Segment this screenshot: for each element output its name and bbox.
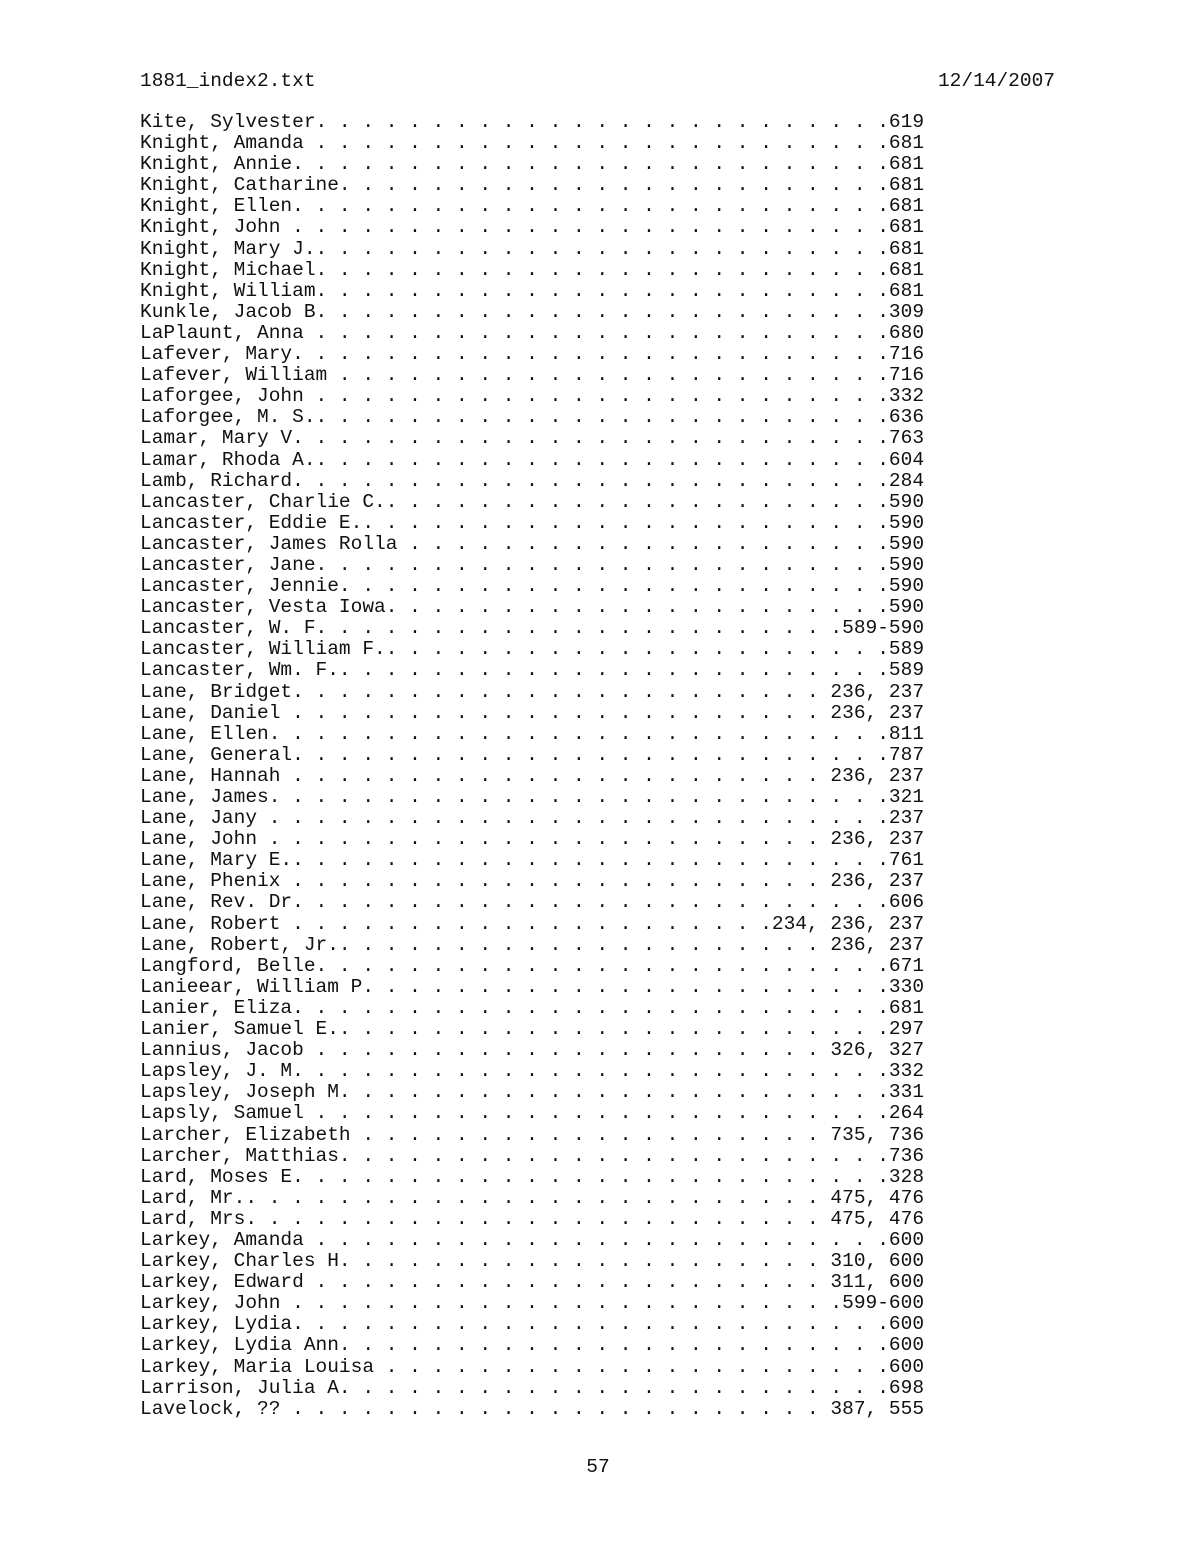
index-entry: Lanier, Samuel E.. . . . . . . . . . . . . . . . . . . . . . . .297 xyxy=(140,1018,925,1041)
index-entry: Knight, William. . . . . . . . . . . . . . . . . . . . . . . . .681 xyxy=(140,279,925,302)
index-entry: Lancaster, Charlie C.. . . . . . . . . . . . . . . . . . . . . .590 xyxy=(140,490,925,513)
index-entry: Lamar, Mary V. . . . . . . . . . . . . . . . . . . . . . . . . .763 xyxy=(140,427,925,450)
index-entry: Lane, General. . . . . . . . . . . . . . . . . . . . . . . . . .787 xyxy=(140,743,925,766)
index-entry: Knight, Michael. . . . . . . . . . . . . . . . . . . . . . . . .681 xyxy=(140,258,925,281)
index-entry: Larkey, Lydia Ann. . . . . . . . . . . . . . . . . . . . . . . .600 xyxy=(140,1334,925,1357)
index-entry: Lancaster, Eddie E.. . . . . . . . . . . . . . . . . . . . . . .590 xyxy=(140,511,925,534)
index-entry: Knight, Amanda . . . . . . . . . . . . . . . . . . . . . . . . .681 xyxy=(140,132,925,155)
index-entry: Kite, Sylvester. . . . . . . . . . . . . . . . . . . . . . . . .619 xyxy=(140,111,925,133)
index-entry: Larkey, Charles H. . . . . . . . . . . . . . . . . . . . . 310, 600 xyxy=(140,1250,925,1273)
index-entry: Lancaster, Wm. F.. . . . . . . . . . . . . . . . . . . . . . . .589 xyxy=(140,659,925,682)
index-entry: Lane, Bridget. . . . . . . . . . . . . . . . . . . . . . . 236, 237 xyxy=(140,680,925,703)
index-entry: Lancaster, James Rolla . . . . . . . . . . . . . . . . . . . . .590 xyxy=(140,532,925,555)
index-entry: Lane, James. . . . . . . . . . . . . . . . . . . . . . . . . . .321 xyxy=(140,786,925,808)
index-entry: Langford, Belle. . . . . . . . . . . . . . . . . . . . . . . . .671 xyxy=(140,954,925,977)
index-entry: Lapsly, Samuel . . . . . . . . . . . . . . . . . . . . . . . . .264 xyxy=(140,1102,925,1125)
page-number: 57 xyxy=(586,1456,610,1478)
index-entry: Lane, Jany . . . . . . . . . . . . . . . . . . . . . . . . . . .237 xyxy=(140,807,925,830)
index-entry: Larrison, Julia A. . . . . . . . . . . . . . . . . . . . . . . .698 xyxy=(140,1376,925,1399)
index-entry: Lane, Robert . . . . . . . . . . . . . . . . . . . . .234, 236, 237 xyxy=(140,912,925,935)
index-entry: Laforgee, M. S.. . . . . . . . . . . . . . . . . . . . . . . . .636 xyxy=(140,406,925,429)
index-entry: Lafever, Mary. . . . . . . . . . . . . . . . . . . . . . . . . .716 xyxy=(140,343,925,366)
index-entry: Knight, Annie. . . . . . . . . . . . . . . . . . . . . . . . . .681 xyxy=(140,153,925,176)
index-entry: Lane, Hannah . . . . . . . . . . . . . . . . . . . . . . . 236, 237 xyxy=(140,764,925,787)
index-entry: Larkey, Amanda . . . . . . . . . . . . . . . . . . . . . . . . .600 xyxy=(140,1228,925,1251)
index-entry: Knight, John . . . . . . . . . . . . . . . . . . . . . . . . . .681 xyxy=(140,216,925,239)
index-entry: Larkey, John . . . . . . . . . . . . . . . . . . . . . . . .599-600 xyxy=(140,1292,925,1315)
index-entry: Lane, Daniel . . . . . . . . . . . . . . . . . . . . . . . 236, 237 xyxy=(140,701,925,724)
index-entry: Lane, Robert, Jr.. . . . . . . . . . . . . . . . . . . . . 236, 237 xyxy=(140,933,925,956)
index-entry: Larkey, Maria Louisa . . . . . . . . . . . . . . . . . . . . . .600 xyxy=(140,1355,925,1378)
index-entry: Lafever, William . . . . . . . . . . . . . . . . . . . . . . . .716 xyxy=(140,364,925,387)
index-entry: Lane, Phenix . . . . . . . . . . . . . . . . . . . . . . . 236, 237 xyxy=(140,870,925,893)
index-entry-list xyxy=(140,112,924,1420)
index-entry: Lamb, Richard. . . . . . . . . . . . . . . . . . . . . . . . . .284 xyxy=(140,469,925,492)
index-entry: Lard, Moses E. . . . . . . . . . . . . . . . . . . . . . . . . .328 xyxy=(140,1165,925,1188)
index-entry: Lane, Rev. Dr. . . . . . . . . . . . . . . . . . . . . . . . . .606 xyxy=(140,891,925,914)
index-entry: Lavelock, ?? . . . . . . . . . . . . . . . . . . . . . . . 387, 555 xyxy=(140,1397,925,1420)
index-entry: Kunkle, Jacob B. . . . . . . . . . . . . . . . . . . . . . . . .309 xyxy=(140,300,925,323)
index-entry: Larkey, Lydia. . . . . . . . . . . . . . . . . . . . . . . . . .600 xyxy=(140,1313,925,1336)
index-entry: Lapsley, J. M. . . . . . . . . . . . . . . . . . . . . . . . . .332 xyxy=(140,1060,925,1083)
index-entry: Larkey, Edward . . . . . . . . . . . . . . . . . . . . . . 311, 600 xyxy=(140,1271,925,1294)
index-entry: Knight, Ellen. . . . . . . . . . . . . . . . . . . . . . . . . .681 xyxy=(140,195,925,218)
index-entry: Knight, Catharine. . . . . . . . . . . . . . . . . . . . . . . .681 xyxy=(140,174,925,197)
index-entry: Lancaster, Jennie. . . . . . . . . . . . . . . . . . . . . . . .590 xyxy=(140,575,925,598)
index-entry: Lapsley, Joseph M. . . . . . . . . . . . . . . . . . . . . . . .331 xyxy=(140,1081,925,1104)
index-entry: Lane, Mary E.. . . . . . . . . . . . . . . . . . . . . . . . . .761 xyxy=(140,849,925,872)
index-entry: Lanier, Eliza. . . . . . . . . . . . . . . . . . . . . . . . . .681 xyxy=(140,996,925,1019)
header-filename: 1881_index2.txt xyxy=(140,70,316,92)
index-entry: Larcher, Elizabeth . . . . . . . . . . . . . . . . . . . . 735, 736 xyxy=(140,1123,925,1146)
index-entry: Lannius, Jacob . . . . . . . . . . . . . . . . . . . . . . 326, 327 xyxy=(140,1039,925,1062)
index-entry: Larcher, Matthias. . . . . . . . . . . . . . . . . . . . . . . .736 xyxy=(140,1144,925,1167)
index-entry: Lamar, Rhoda A.. . . . . . . . . . . . . . . . . . . . . . . . .604 xyxy=(140,448,925,471)
header-date: 12/14/2007 xyxy=(937,70,1055,92)
index-entry: Lancaster, Jane. . . . . . . . . . . . . . . . . . . . . . . . .590 xyxy=(140,553,925,576)
index-entry: Lane, John . . . . . . . . . . . . . . . . . . . . . . . . 236, 237 xyxy=(140,828,925,851)
index-entry: Lancaster, William F.. . . . . . . . . . . . . . . . . . . . . .589 xyxy=(140,638,925,661)
index-entry: Lancaster, Vesta Iowa. . . . . . . . . . . . . . . . . . . . . .590 xyxy=(140,596,925,619)
index-entry: Knight, Mary J.. . . . . . . . . . . . . . . . . . . . . . . . .681 xyxy=(140,237,925,260)
index-entry: Lard, Mrs. . . . . . . . . . . . . . . . . . . . . . . . . 475, 476 xyxy=(140,1207,925,1230)
index-entry: Lard, Mr.. . . . . . . . . . . . . . . . . . . . . . . . . 475, 476 xyxy=(140,1186,925,1209)
index-entry: Lane, Ellen. . . . . . . . . . . . . . . . . . . . . . . . . . .811 xyxy=(140,722,925,745)
index-entry: Lanieear, William P. . . . . . . . . . . . . . . . . . . . . . .330 xyxy=(140,975,925,998)
index-entry: LaPlaunt, Anna . . . . . . . . . . . . . . . . . . . . . . . . .680 xyxy=(140,321,925,344)
index-entry: Laforgee, John . . . . . . . . . . . . . . . . . . . . . . . . .332 xyxy=(140,385,925,408)
index-entry: Lancaster, W. F. . . . . . . . . . . . . . . . . . . . . . .589-590 xyxy=(140,617,925,640)
